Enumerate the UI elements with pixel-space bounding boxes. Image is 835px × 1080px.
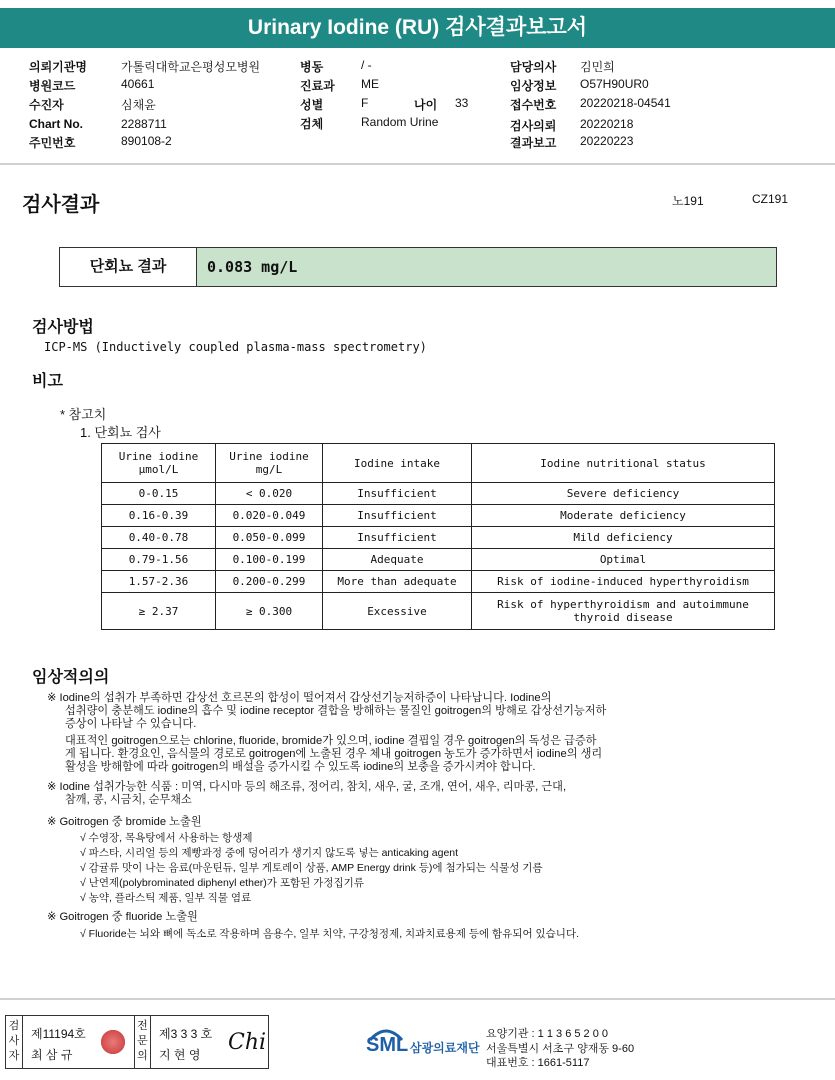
table-cell: 0-0.15 [102, 483, 216, 505]
method-text: ICP-MS (Inductively coupled plasma-mass spectrometry) [44, 340, 427, 354]
table-cell: 0.79-1.56 [102, 549, 216, 571]
info-value: 2288711 [121, 117, 167, 131]
clinical-heading: 임상적의의 [32, 669, 110, 686]
table-header: Iodine intake [323, 444, 472, 483]
table-cell: Moderate deficiency [472, 505, 775, 527]
result-code: 노191 [672, 194, 704, 208]
info-value: Random Urine [361, 115, 439, 129]
table-cell: < 0.020 [216, 483, 323, 505]
logo-text: SML [366, 1034, 409, 1056]
report-title: Urinary Iodine (RU) 검사결과보고서 [0, 8, 835, 48]
info-label: Chart No. [29, 117, 83, 131]
table-cell: Optimal [472, 549, 775, 571]
info-value: F [361, 96, 369, 110]
table-cell: Insufficient [323, 483, 472, 505]
table-cell: ≥ 2.37 [102, 593, 216, 630]
fluoride-title: ※ Goitrogen 중 fluoride 노출원 [47, 911, 198, 923]
table-header: Iodine nutritional status [472, 444, 775, 483]
info-value: 심채윤 [121, 98, 156, 112]
info-label: 검체 [300, 117, 324, 131]
table-cell: 1.57-2.36 [102, 571, 216, 593]
info-label: 의뢰기관명 [29, 60, 87, 74]
table-cell: Insufficient [323, 505, 472, 527]
table-cell: Excessive [323, 593, 472, 630]
table-cell: ≥ 0.300 [216, 593, 323, 630]
info-label: 검사의뢰 [510, 119, 557, 133]
specialist-name: 지 현 영 [159, 1048, 201, 1062]
info-label: 접수번호 [510, 98, 557, 112]
info-label: 병원코드 [29, 79, 76, 93]
result-label: 단회뇨 결과 [60, 248, 197, 286]
info-value: 가톨릭대학교은평성모병원 [121, 60, 261, 74]
reference-item: 1. 단회뇨 검사 [80, 425, 161, 440]
info-value: 890108-2 [121, 134, 172, 148]
seal-stamp [99, 1028, 127, 1056]
info-label: 진료과 [300, 79, 335, 93]
info-value: 20220218-04541 [580, 96, 671, 110]
table-header: Urine iodine μmol/L [102, 444, 216, 483]
bromide-item: √ 수영장, 목욕탕에서 사용하는 항생제 [80, 832, 253, 844]
table-cell: Risk of hyperthyroidism and autoimmune thyroid disease [472, 593, 775, 630]
table-cell: Severe deficiency [472, 483, 775, 505]
info-label: 임상정보 [510, 79, 557, 93]
result-value: 0.083 mg/L [197, 248, 776, 286]
clinical-line: 섭취량이 충분해도 iodine의 흡수 및 iodine receptor 결합을 방해하는 물질인 goitrogen의 방해로 갑상선기능저하 [65, 705, 607, 717]
clinical-line: 대표적인 goitrogen으로는 chlorine, fluoride, bromide가 있으며, iodine 결핍일 경우 goitrogen의 독성은 급증하 [65, 735, 597, 747]
table-cell: 0.050-0.099 [216, 527, 323, 549]
method-heading: 검사방법 [32, 319, 94, 336]
bromide-item: √ 파스타, 시리얼 등의 제빵과정 중에 덩어리가 생기지 않도록 넣는 anticaking agent [80, 847, 459, 859]
specialist-label: 전 문 의 [134, 1016, 151, 1068]
info-value: O57H90UR0 [580, 77, 649, 91]
info-label: 병동 [300, 60, 324, 74]
org-address: 서울특별시 서초구 양재동 9-60 [486, 1043, 635, 1055]
info-value: 40661 [121, 77, 155, 91]
table-cell: 0.40-0.78 [102, 527, 216, 549]
table-cell: 0.100-0.199 [216, 549, 323, 571]
table-cell: 0.16-0.39 [102, 505, 216, 527]
result-code: CZ191 [752, 192, 789, 206]
info-label: 성별 [300, 98, 324, 112]
age-label: 나이 [414, 98, 438, 112]
table-cell: 0.020-0.049 [216, 505, 323, 527]
inspector-number: 제11194호 [31, 1027, 86, 1041]
clinical-line: ※ Iodine 섭취가능한 식품 : 미역, 다시마 등의 해조류, 정어리, 참치, 새우, 굴, 조개, 연어, 새우, 리마콩, 근대, [47, 781, 567, 793]
inspector-label: 검 사 자 [6, 1016, 23, 1068]
table-cell: Insufficient [323, 527, 472, 549]
bromide-item: √ 농약, 플라스틱 제품, 일부 직물 염료 [80, 892, 252, 904]
signature: Chi [228, 1030, 267, 1055]
org-code: 요양기관 : 1 1 3 6 5 2 0 0 [486, 1028, 609, 1040]
clinical-line: 활성을 방해함에 따라 goitrogen의 배설을 증가시킬 수 있도록 iodine의 보충을 증가시켜야 합니다. [65, 761, 536, 773]
results-heading: 검사결과 [22, 194, 100, 216]
info-value: 20220218 [580, 117, 634, 131]
info-label: 주민번호 [29, 136, 76, 150]
inspector-name: 최 삼 규 [31, 1048, 73, 1062]
info-label: 결과보고 [510, 136, 557, 150]
table-cell: Risk of iodine-induced hyperthyroidism [472, 571, 775, 593]
info-value: 김민희 [580, 60, 615, 74]
table-cell: Mild deficiency [472, 527, 775, 549]
info-value: / - [361, 58, 372, 72]
specialist-number: 제3 3 3 호 [159, 1027, 213, 1041]
table-cell: Adequate [323, 549, 472, 571]
info-label: 수진자 [29, 98, 64, 112]
age-value: 33 [455, 96, 469, 110]
table-cell: 0.200-0.299 [216, 571, 323, 593]
bromide-title: ※ Goitrogen 중 bromide 노출원 [47, 816, 202, 828]
signature-box [5, 1015, 269, 1069]
org-phone: 대표번호 : 1661-5117 [486, 1057, 590, 1069]
clinical-line: ※ Iodine의 섭취가 부족하면 갑상선 호르몬의 합성이 떨어져서 갑상선기능저하증이 나타납니다. Iodine의 [47, 692, 552, 704]
bromide-item: √ 감귤류 맛이 나는 음료(마운틴듀, 일부 게토레이 상품, AMP Energy drink 등)에 첨가되는 식물성 기름 [80, 862, 543, 874]
info-value: ME [361, 77, 379, 91]
fluoride-item: √ Fluoride는 뇌와 뼈에 독소로 작용하며 음용수, 일부 치약, 구강청정제, 치과치료용제 등에 함유되어 있습니다. [80, 928, 580, 940]
logo-org: 삼광의료재단 [410, 1041, 480, 1055]
clinical-line: 게 됩니다. 환경요인, 음식물의 경로로 goitrogen에 노출된 경우 체내 goitrogen 농도가 증가하면서 iodine의 생리 [65, 748, 603, 760]
clinical-line: 증상이 나타날 수 있습니다. [65, 718, 197, 730]
info-value: 20220223 [580, 134, 634, 148]
bromide-item: √ 난연제(polybrominated diphenyl ether)가 포함된 가정집기류 [80, 877, 364, 889]
table-cell: More than adequate [323, 571, 472, 593]
table-header: Urine iodine mg/L [216, 444, 323, 483]
info-label: 담당의사 [510, 60, 557, 74]
reference-title: * 참고치 [60, 407, 107, 422]
divider [0, 998, 835, 1000]
remarks-heading: 비고 [32, 373, 63, 390]
clinical-line: 참깨, 콩, 시금치, 순무채소 [65, 794, 192, 806]
